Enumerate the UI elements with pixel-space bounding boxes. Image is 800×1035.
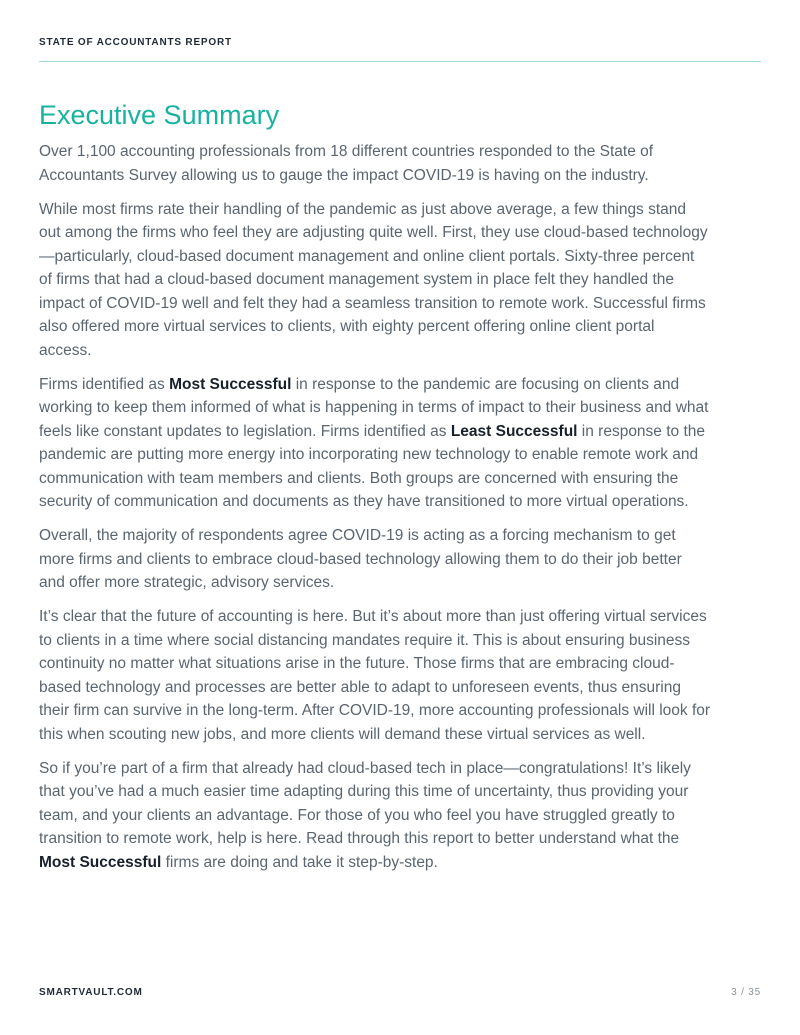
- paragraph-5: It’s clear that the future of accounting is here. But it’s about more than just offering virtual services to clients in a time where social distancing mandates require it. This is about ensuring business continuity no matter what situations arise in the future. Those firms that are embracing cloud-based technology and processes are better able to adapt to unforeseen events, thus ensuring their firm can survive in the long-term. After COVID-19, more accounting professionals will look for this when scouting new jobs, and more clients will demand these virtual services as well.: [39, 608, 711, 743]
- paragraph-2: While most firms rate their handling of the pandemic as just above average, a few things stand out among the firms who feel they are adjusting quite well. First, they use cloud-based technology—particularly, cloud-based document management and online client portals. Sixty-three percent of firms that had a cloud-based document management system in place felt they handled the impact of COVID-19 well and felt they had a seamless transition to remote work. Successful firms also offered more virtual services to clients, with eighty percent offering online client portal access.: [39, 200, 708, 359]
- paragraph-3: [39, 373, 711, 514]
- header-divider: [39, 61, 761, 62]
- most-successful-emphasis: Most Successful: [169, 375, 292, 393]
- summary-body: [39, 140, 711, 885]
- footer-site-link[interactable]: SMARTVAULT.COM: [39, 987, 143, 998]
- paragraph-6-text-b: firms are doing and take it step-by-step.: [161, 853, 438, 871]
- paragraph-6: [39, 757, 711, 875]
- most-successful-emphasis-2: Most Successful: [39, 853, 162, 871]
- paragraph-3-text-b: in response to the pandemic are focusing on clients and working to keep them informed of what is happening in terms of impact to their business and what feels like constant updates to legislation. Firms identified as: [39, 375, 709, 440]
- paragraph-3-text-c: in response to the pandemic are putting more energy into incorporating new technology to enable remote work and communication with team members and clients. Both groups are concerned with ensuring the security of communication and documents as they have transitioned to more virtual operations.: [39, 422, 706, 510]
- paragraph-1: Over 1,100 accounting professionals from 18 different countries responded to the State of Accountants Survey allowing us to gauge the impact COVID-19 is having on the industry.: [39, 143, 654, 184]
- report-header-label: STATE OF ACCOUNTANTS REPORT: [39, 37, 232, 48]
- paragraph-3-text-a: Firms identified as: [39, 375, 170, 393]
- paragraph-6-text-a: So if you’re part of a firm that already had cloud-based tech in place—congratulations! It’s likely that you’ve had a much easier time adapting during this time of uncertainty, thus providing your team, and your clients an advantage. For those of you who feel you have struggled greatly to transition to remote work, help is here. Read through this report to better understand what the: [39, 759, 691, 847]
- page-title: Executive Summary: [39, 100, 280, 130]
- least-successful-emphasis: Least Successful: [450, 422, 578, 440]
- paragraph-4: Overall, the majority of respondents agree COVID-19 is acting as a forcing mechanism to get more firms and clients to embrace cloud-based technology allowing them to do their job better and offer more strategic, advisory services.: [39, 527, 682, 591]
- page-number: 3 / 35: [731, 987, 761, 998]
